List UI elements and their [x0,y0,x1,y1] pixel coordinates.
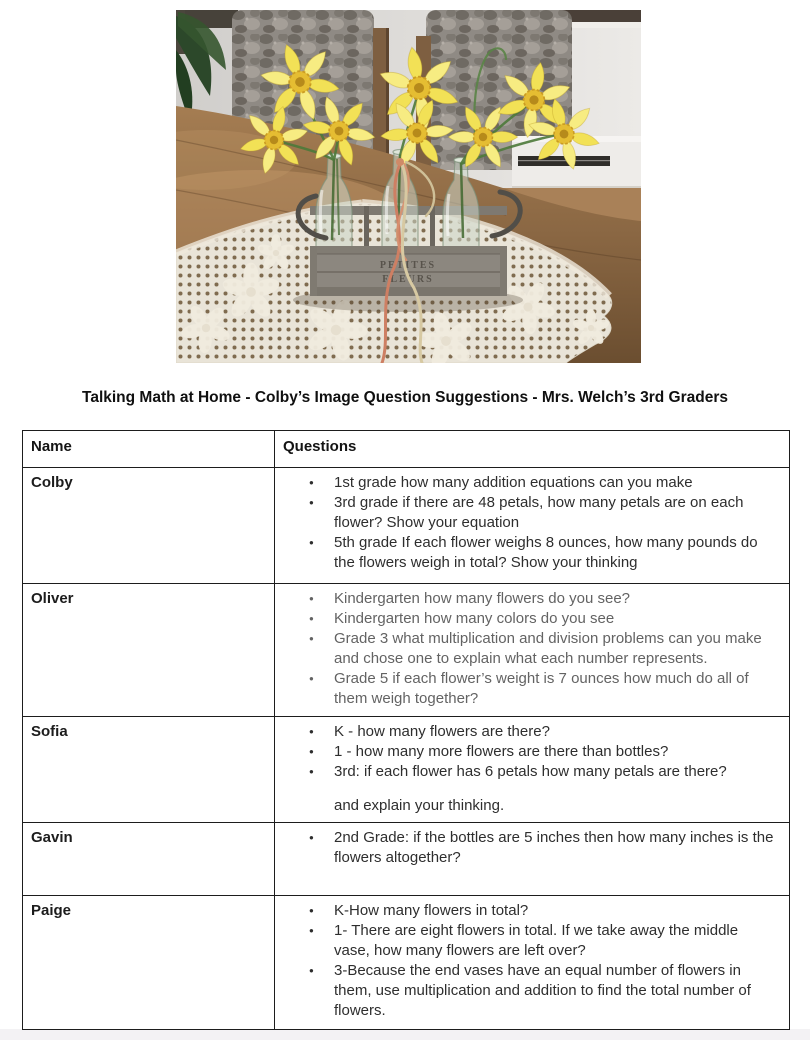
student-name: Colby [23,468,275,584]
table-row [23,584,790,717]
question-item: ● K - how many flowers are there? [334,722,777,742]
question-item: ● 5th grade If each flower weighs 8 ounces, how many pounds do the flowers weigh in total? Show your thinking [334,533,777,573]
question-item: ● Kindergarten how many colors do you see [334,609,777,629]
crate-label-line2: FLEURS [382,274,434,285]
questions-table [22,430,790,1030]
daffodils-photo-canvas [176,10,641,363]
questions-cell [275,896,790,1030]
questions-cell [275,823,790,896]
header-row [23,431,790,468]
page-bottom-edge [0,1029,810,1040]
question-item: ● 3-Because the end vases have an equal number of flowers in them, use multiplication and addition to find the total number of flowers. [334,961,777,1021]
table-row [23,896,790,1030]
question-item: ● 1- There are eight flowers in total. If we take away the middle vase, how many flowers are left over? [334,921,777,961]
questions-cell [275,717,790,823]
table-row [23,468,790,584]
student-name: Gavin [23,823,275,896]
question-list [275,901,777,1021]
name-column-header: Name [23,431,275,468]
question-list [275,473,777,573]
question-item: ● 3rd: if each flower has 6 petals how many petals are there? [334,762,777,782]
question-item: ● Kindergarten how many flowers do you see? [334,589,777,609]
question-item: ● Grade 3 what multiplication and division problems can you make and chose one to explain what each number represents. [334,629,777,669]
questions-table-body [23,468,790,1030]
baseboard-heater [512,136,641,191]
student-name: Oliver [23,584,275,717]
table-row [23,717,790,823]
crate-label-line1: PETITES [379,260,437,271]
student-name: Paige [23,896,275,1030]
question-item: ● 1st grade how many addition equations can you make [334,473,777,493]
question-list [275,828,777,868]
student-name: Sofia [23,717,275,823]
table-row [23,823,790,896]
question-item: ● K-How many flowers in total? [334,901,777,921]
questions-cell [275,584,790,717]
question-item: ● 3rd grade if there are 48 petals, how many petals are on each flower? Show your equation [334,493,777,533]
question-list [275,722,777,816]
page-title: Talking Math at Home - Colby’s Image Question Suggestions - Mrs. Welch’s 3rd Graders [82,389,728,406]
question-item: ● 1 - how many more flowers are there than bottles? [334,742,777,762]
question-item: ● Grade 5 if each flower’s weight is 7 ounces how much do all of them weigh together? [334,669,777,709]
question-list [275,589,777,709]
questions-cell [275,468,790,584]
question-note: and explain your thinking. [334,797,505,814]
daffodils-photo [176,10,641,363]
questions-column-header: Questions [275,431,790,468]
question-item: ● 2nd Grade: if the bottles are 5 inches then how many inches is the flowers altogether? [334,828,777,868]
crate-front [310,246,507,296]
